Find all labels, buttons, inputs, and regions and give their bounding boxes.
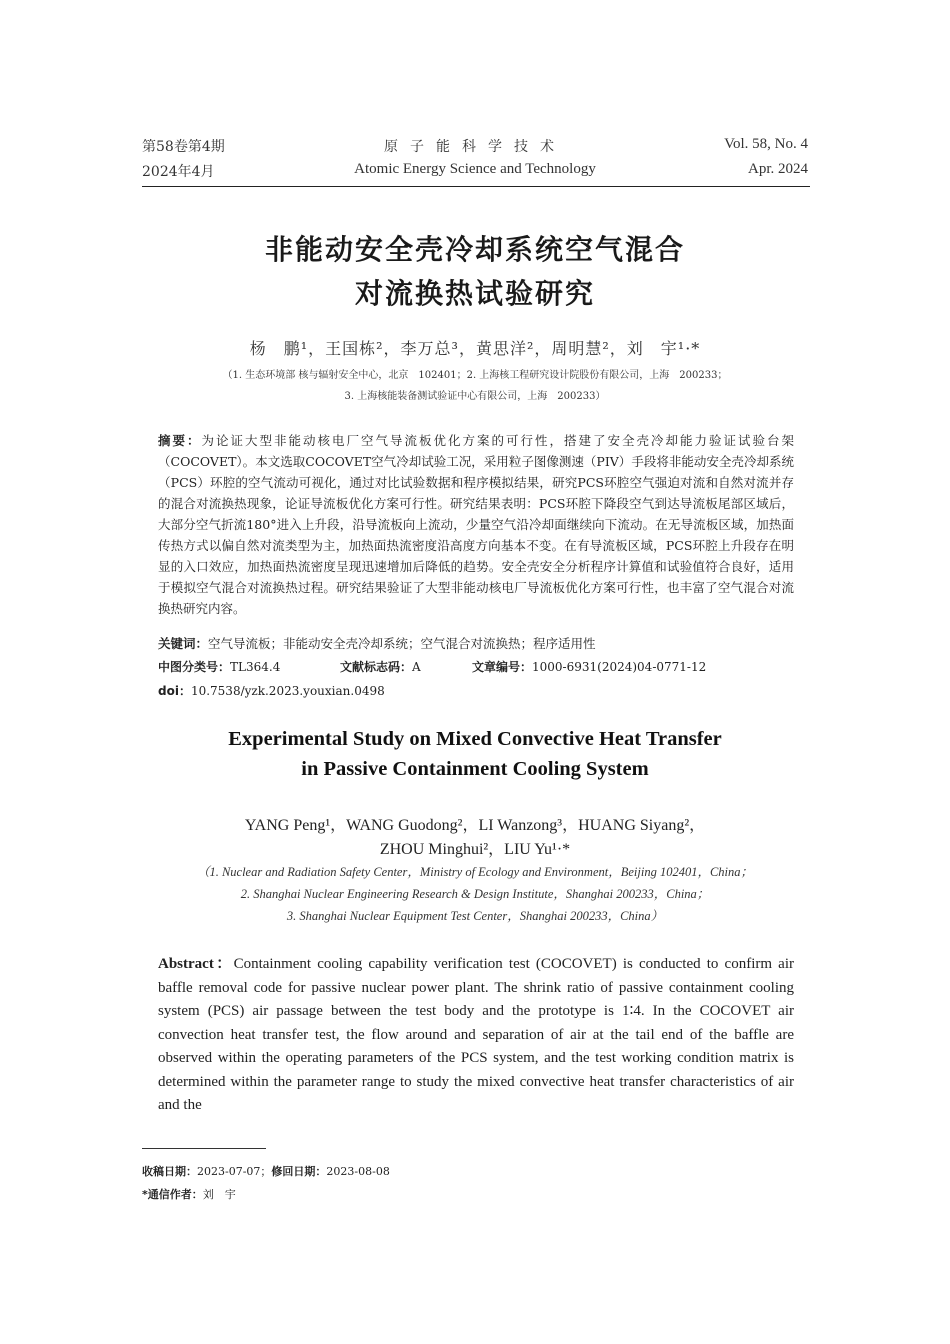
authors-en-line1: YANG Peng¹，WANG Guodong²，LI Wanzong³，HUANG Siyang²， bbox=[244, 817, 706, 834]
publication-date-cn: 2024年4月 bbox=[142, 164, 215, 180]
abstract-en bbox=[158, 953, 794, 1118]
affiliations-en-line2: 2. Shanghai Nuclear Engineering Research & Design Institute，Shanghai 200233，China； bbox=[240, 887, 710, 901]
revised-value: 2023-08-08 bbox=[326, 1165, 390, 1178]
clc-label: 中图分类号： bbox=[158, 660, 231, 674]
document-code bbox=[340, 658, 421, 675]
abstract-en-label: Abstract： bbox=[158, 956, 234, 972]
authors-cn: 杨 鹏¹，王国栋²，李万总³，黄思洋²，周明慧²，刘 宇¹·* bbox=[249, 339, 701, 358]
volume-issue-cn: 第58卷第4期 bbox=[142, 139, 225, 155]
doc-code-value: A bbox=[412, 660, 421, 674]
clc-number bbox=[158, 658, 280, 675]
affiliations-en-line3: 3. Shanghai Nuclear Equipment Test Center，Shanghai 200233，China） bbox=[286, 909, 664, 923]
corresponding-author bbox=[142, 1186, 236, 1202]
doi bbox=[158, 682, 385, 699]
article-number-label: 文章编号： bbox=[472, 660, 533, 674]
revised-label: 修回日期： bbox=[271, 1165, 327, 1178]
publication-date-en: Apr. 2024 bbox=[748, 161, 808, 177]
title-cn-line1: 非能动安全壳冷却系统空气混合 bbox=[264, 233, 685, 266]
journal-name-cn: 原子能科学技术 bbox=[384, 139, 566, 155]
abstract-cn bbox=[158, 430, 794, 619]
affiliations-en-line1: （1. Nuclear and Radiation Safety Center，Ministry of Ecology and Environment，Beijing 102401，China； bbox=[196, 865, 754, 879]
keywords-cn-label: 关键词： bbox=[158, 636, 209, 651]
footnote-rule bbox=[142, 1148, 266, 1149]
affiliations-cn-line1: （1. 生态环境部 核与辐射安全中心，北京 102401；2. 上海核工程研究设计院股份有限公司，上海 200233； bbox=[222, 370, 728, 381]
received-value: 2023-07-07； bbox=[197, 1165, 272, 1178]
doi-label: doi： bbox=[158, 684, 191, 698]
title-cn-line2: 对流换热试验研究 bbox=[354, 277, 595, 310]
journal-name-en: Atomic Energy Science and Technology bbox=[354, 161, 596, 177]
doi-link[interactable]: 10.7538/yzk.2023.youxian.0498 bbox=[190, 684, 385, 698]
keywords-cn-text: 空气导流板；非能动安全壳冷却系统；空气混合对流换热；程序适用性 bbox=[208, 636, 596, 651]
abstract-cn-label: 摘要： bbox=[158, 433, 202, 448]
corresponding-value: 刘 宇 bbox=[202, 1188, 236, 1201]
volume-issue-en: Vol. 58, No. 4 bbox=[724, 136, 808, 152]
corresponding-label: *通信作者： bbox=[142, 1188, 203, 1201]
title-en-line1: Experimental Study on Mixed Convective Heat Transfer bbox=[228, 728, 722, 750]
header-rule bbox=[142, 186, 810, 187]
clc-value: TL364.4 bbox=[230, 660, 281, 674]
title-en-line2: in Passive Containment Cooling System bbox=[301, 758, 649, 780]
abstract-cn-text: 为论证大型非能动核电厂空气导流板优化方案的可行性，搭建了安全壳冷却能力验证试验台架（COCOVET）。本文选取COCOVET空气冷却试验工况，采用粒子图像测速（PIV）手段将非能动安全壳冷却系统（PCS）环腔的空气流动可视化，通过对比试验数据和程序模拟结果，研究PCS环腔空气强迫对流和自然对流并存的混合对流换热现象，论证导流板优化方案可行性。研究结果表明：PCS环腔下降段空气到达导流板尾部区域后，大部分空气折流180°进入上升段，沿导流板向上流动，少量空气沿冷却面继续向下流动。在无导流板区域，加热面传热方式以偏自然对流类型为主，加热面热流密度沿高度方向基本不变。在有导流板区域，PCS环腔上升段存在明显的入口效应，加热面热流密度呈现迅速增加后降低的趋势。安全壳安全分析程序计算值和试验值符合良好，适用于模拟空气混合对流换热过程。研究结果验证了大型非能动核电厂导流板优化方案可行性，也丰富了空气混合对流换热研究内容。 bbox=[158, 433, 794, 616]
authors-en-line2: ZHOU Minghui²，LIU Yu¹·* bbox=[379, 841, 571, 858]
affiliations-cn-line2: 3. 上海核能装备测试验证中心有限公司，上海 200233） bbox=[344, 391, 606, 402]
doc-code-label: 文献标志码： bbox=[340, 660, 413, 674]
received-label: 收稿日期： bbox=[142, 1165, 197, 1178]
keywords-cn bbox=[158, 633, 794, 654]
received-date bbox=[142, 1163, 390, 1179]
abstract-en-text: Containment cooling capability verification test (COCOVET) is conducted to confirm air baffle removal code for passive nuclear power plant. The shrink ratio of passive containment cooling system (PCS) air passage between the test body and the prototype is 1∶4. In the COCOVET air convection heat transfer test, the flow around and separation of air at the tail end of the baffle are observed within the operating parameters of the PCS system, and the test working condition matrix is determined within the parameter range to study the mixed convective heat transfer characteristics of air and the bbox=[158, 956, 794, 1113]
article-number bbox=[472, 658, 706, 675]
article-number-value: 1000-6931(2024)04-0771-12 bbox=[532, 660, 707, 674]
